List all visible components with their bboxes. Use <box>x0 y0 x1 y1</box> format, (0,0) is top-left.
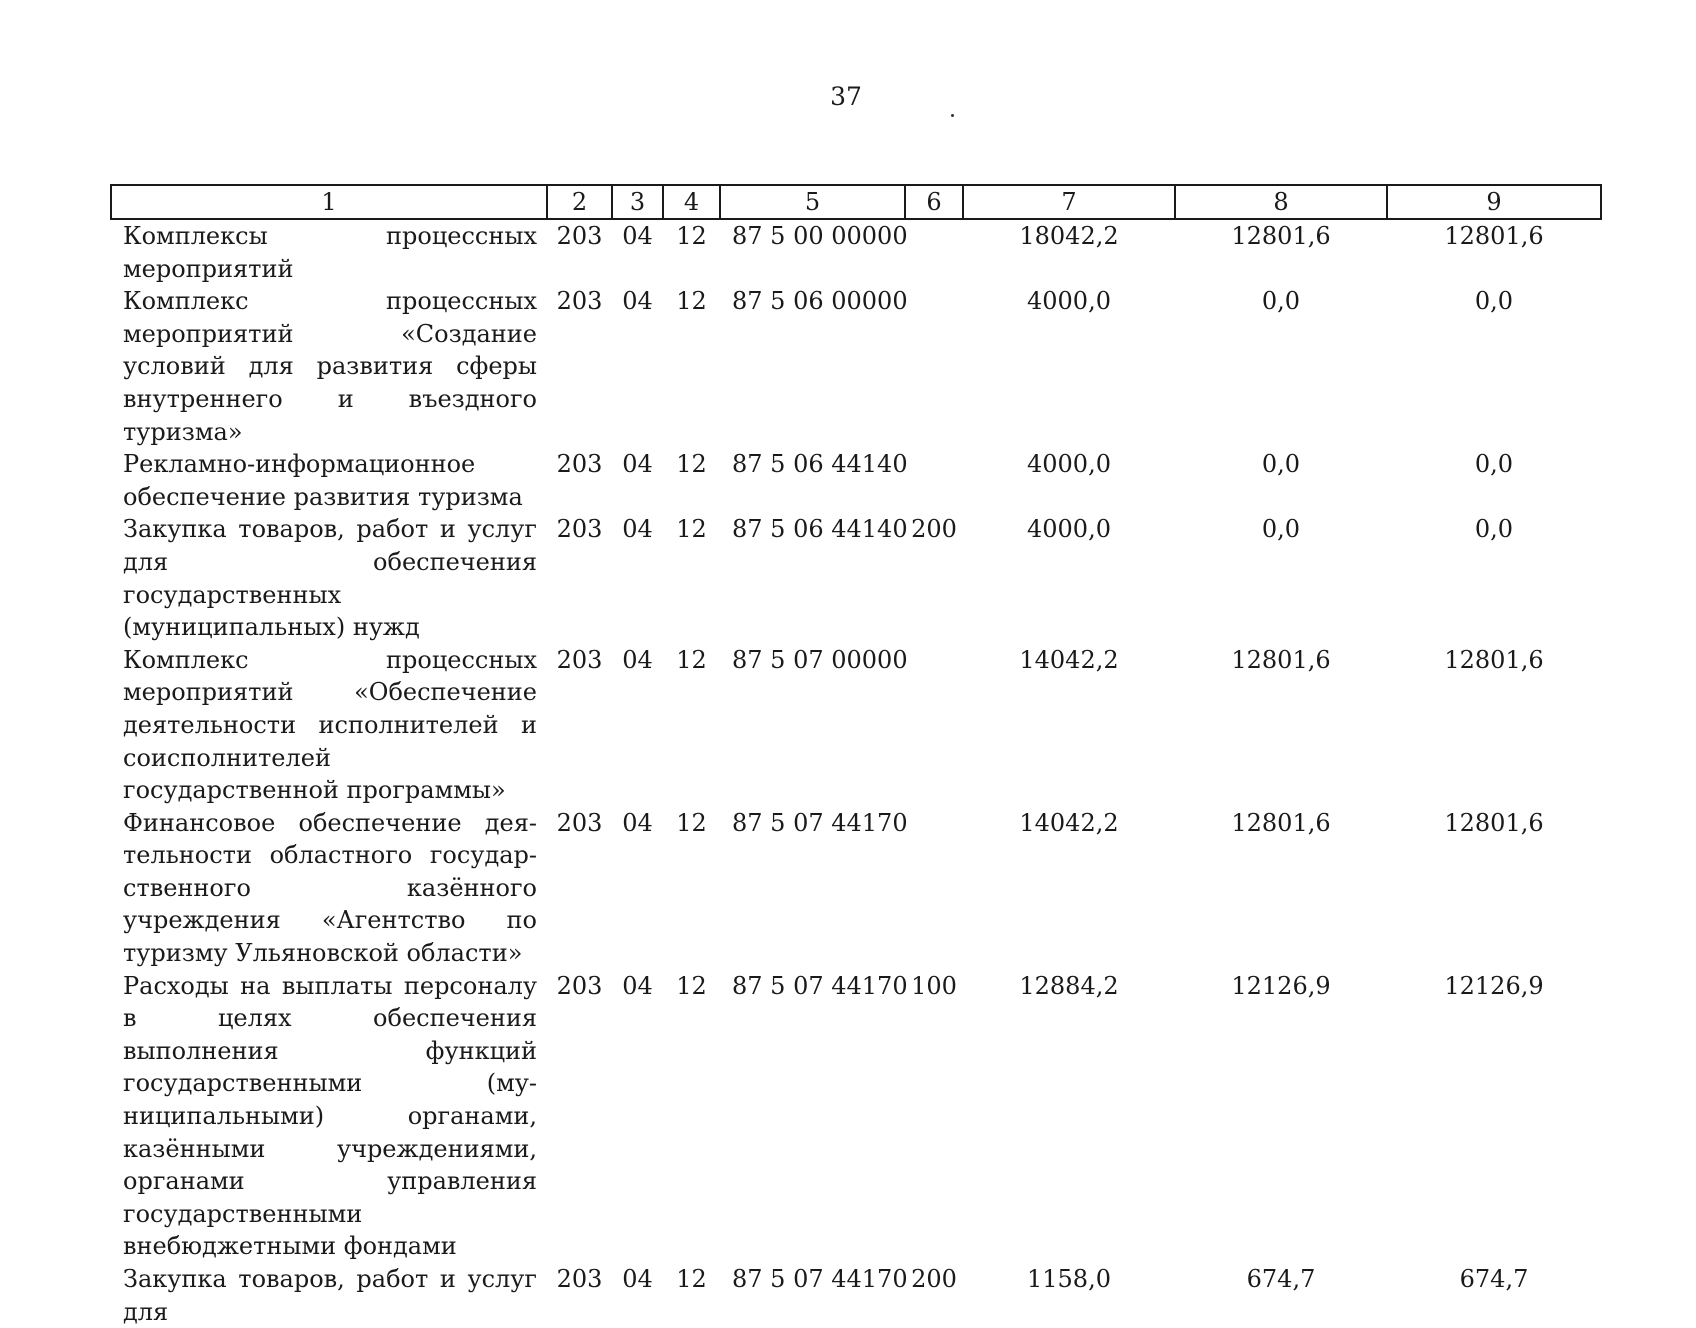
header-cell-1: 1 <box>111 185 547 219</box>
row-col-7: 1158,0 <box>1027 1265 1111 1293</box>
row-col-5-code: 87 5 07 44170 <box>732 971 908 1000</box>
row-col-3: 04 <box>622 450 653 479</box>
row-col-3: 04 <box>622 1265 653 1293</box>
row-name: Финансовое обеспечение деятельности областного государственного казённого учреждения «Агентство по туризму Ульяновской области» <box>123 808 537 968</box>
scan-speck <box>951 114 954 117</box>
row-col-2: 203 <box>556 222 603 250</box>
row-col-2: 203 <box>556 971 603 1000</box>
row-col-6: 100 <box>911 971 957 1000</box>
row-col-2: 203 <box>556 808 603 837</box>
table-row <box>111 285 1601 448</box>
row-col-8: 12126,9 <box>1231 971 1331 1000</box>
row-col-8: 12801,6 <box>1231 808 1331 837</box>
row-col-3: 04 <box>622 645 653 674</box>
row-col-6 <box>905 807 963 970</box>
row-col-7: 14042,2 <box>1019 808 1119 837</box>
row-col-3: 04 <box>622 971 653 1000</box>
row-name: Комплексы процессных мероприятий <box>123 222 537 283</box>
row-col-9: 12126,9 <box>1444 971 1544 1000</box>
row-col-5-code: 87 5 00 00000 <box>732 222 908 250</box>
row-col-9: 674,7 <box>1459 1265 1529 1293</box>
table-row <box>111 807 1601 970</box>
header-cell-3: 3 <box>612 185 663 219</box>
row-col-6 <box>905 644 963 807</box>
row-col-6: 200 <box>911 515 957 544</box>
table-header <box>111 185 1601 219</box>
row-col-3: 04 <box>622 287 653 316</box>
row-col-6 <box>905 448 963 513</box>
row-name: Комплекс процессных мероприятий «Создание условий для развития сферы внутреннего и въездного туризма» <box>123 287 537 446</box>
header-row <box>111 185 1601 219</box>
row-name: Закупка товаров, работ и услуг для <box>123 1265 537 1326</box>
row-name: Рекламно-информационное обеспечение развития туризма <box>123 450 523 511</box>
row-col-2: 203 <box>556 1265 603 1293</box>
row-col-2: 203 <box>556 287 603 316</box>
row-name: Комплекс процессных мероприятий «Обеспечение деятельности исполнителей и соисполнителей государственной программы» <box>123 645 537 805</box>
row-col-5-code: 87 5 07 00000 <box>732 645 908 674</box>
row-col-7: 4000,0 <box>1027 450 1111 479</box>
row-col-4: 12 <box>676 515 707 544</box>
header-cell-2: 2 <box>547 185 612 219</box>
row-col-5-code: 87 5 06 00000 <box>732 287 908 316</box>
row-col-2: 203 <box>556 515 603 544</box>
row-col-4: 12 <box>676 971 707 1000</box>
row-col-3: 04 <box>622 222 653 250</box>
row-col-6 <box>905 285 963 448</box>
row-col-6 <box>905 219 963 285</box>
row-col-8: 0,0 <box>1261 515 1301 544</box>
header-cell-5: 5 <box>720 185 905 219</box>
table-row <box>111 513 1601 643</box>
row-col-9: 12801,6 <box>1444 645 1544 674</box>
row-col-3: 04 <box>622 808 653 837</box>
header-cell-7: 7 <box>963 185 1175 219</box>
row-col-8: 674,7 <box>1246 1265 1316 1293</box>
row-col-9: 0,0 <box>1474 450 1514 479</box>
row-col-8: 0,0 <box>1261 287 1301 316</box>
header-cell-9: 9 <box>1387 185 1601 219</box>
page-number: 37 <box>830 82 862 111</box>
row-col-4: 12 <box>676 1265 707 1293</box>
row-col-5-code: 87 5 07 44170 <box>732 1265 908 1293</box>
row-col-8: 12801,6 <box>1231 645 1331 674</box>
row-col-5-code: 87 5 07 44170 <box>732 808 908 837</box>
header-cell-6: 6 <box>905 185 963 219</box>
row-col-4: 12 <box>676 287 707 316</box>
row-name: Расходы на выплаты персоналу в целях обеспечения выполнения функций государственными (муниципальными) органами, казёнными учреждениями, органами управления государственными внебюджетными фондами <box>123 971 537 1261</box>
row-col-3: 04 <box>622 515 653 544</box>
row-col-9: 12801,6 <box>1444 222 1544 250</box>
budget-table <box>110 184 1602 1328</box>
row-col-4: 12 <box>676 645 707 674</box>
row-col-7: 4000,0 <box>1027 515 1111 544</box>
row-col-4: 12 <box>676 450 707 479</box>
row-col-5-code: 87 5 06 44140 <box>732 450 908 479</box>
table-row <box>111 1263 1601 1328</box>
row-col-4: 12 <box>676 222 707 250</box>
table-row <box>111 448 1601 513</box>
row-col-7: 14042,2 <box>1019 645 1119 674</box>
row-col-8: 12801,6 <box>1231 222 1331 250</box>
row-name: Закупка товаров, работ и услуг для обеспечения государственных (муниципальных) нужд <box>123 515 537 642</box>
row-col-8: 0,0 <box>1261 450 1301 479</box>
row-col-5-code: 87 5 06 44140 <box>732 515 908 544</box>
header-cell-8: 8 <box>1175 185 1387 219</box>
row-col-2: 203 <box>556 645 603 674</box>
table-row <box>111 644 1601 807</box>
header-cell-4: 4 <box>663 185 720 219</box>
row-col-4: 12 <box>676 808 707 837</box>
table-body <box>111 219 1601 1328</box>
table-row <box>111 219 1601 285</box>
row-col-9: 0,0 <box>1474 515 1514 544</box>
row-col-7: 18042,2 <box>1019 222 1119 250</box>
row-col-6: 200 <box>911 1265 957 1293</box>
row-col-9: 0,0 <box>1474 287 1514 316</box>
table-row <box>111 970 1601 1263</box>
row-col-7: 12884,2 <box>1019 971 1119 1000</box>
row-col-7: 4000,0 <box>1027 287 1111 316</box>
row-col-2: 203 <box>556 450 603 479</box>
row-col-9: 12801,6 <box>1444 808 1544 837</box>
